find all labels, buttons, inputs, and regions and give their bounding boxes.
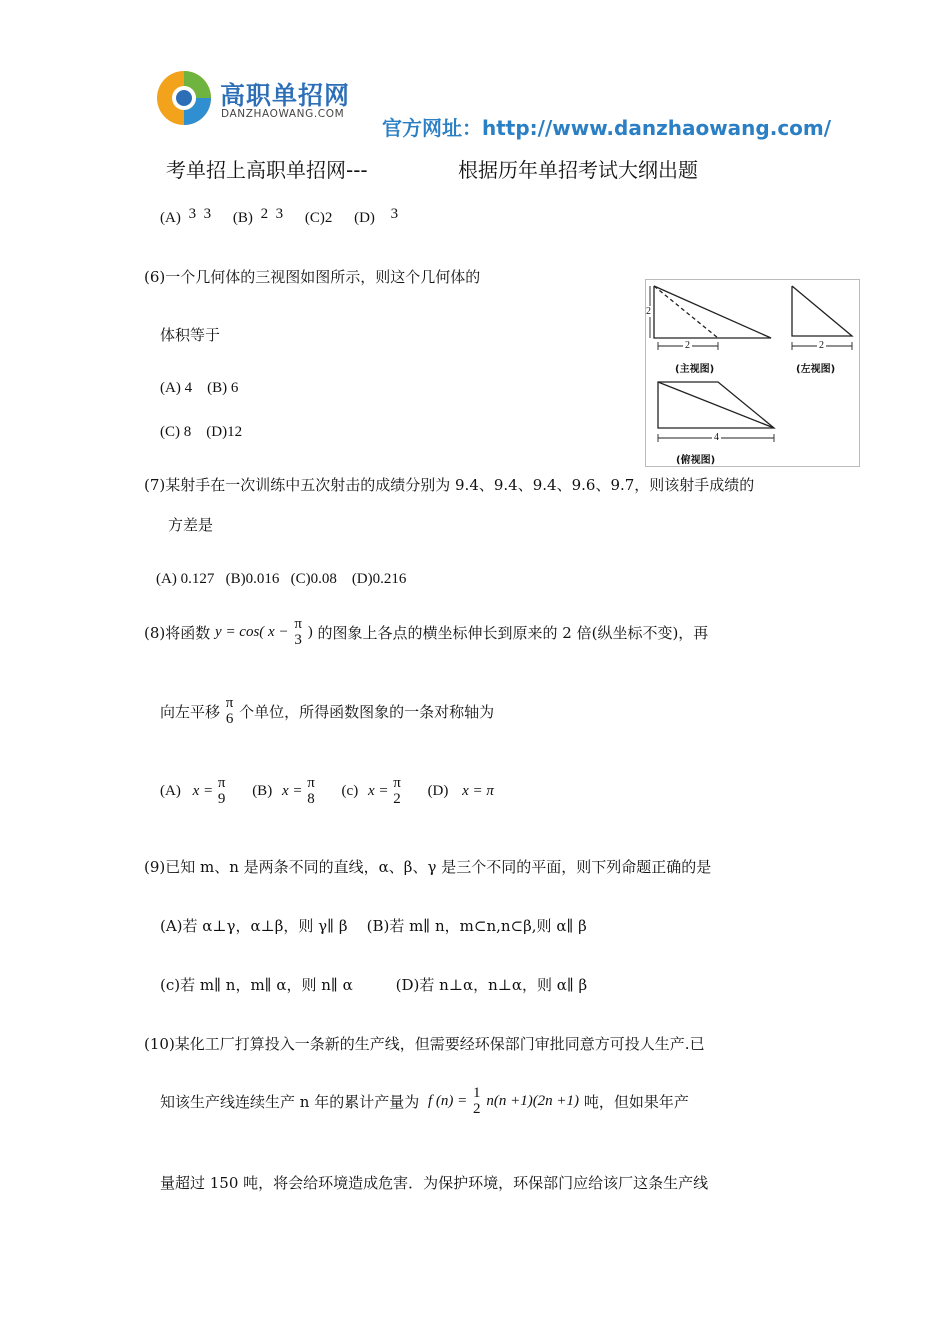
q10-fraction: 1 2 (473, 1085, 481, 1117)
q7-stem-2: 方差是 (168, 516, 214, 534)
q8-line2-post: 个单位，所得函数图象的一条对称轴为 (239, 703, 495, 721)
q8-option-b-frac: π 8 (307, 775, 315, 807)
q7-stem: (7)某射手在一次训练中五次射击的成绩分别为 9.4、9.4、9.4、9.6、9.7，则该射手成绩的 (144, 476, 755, 494)
q9-options-ab: (A)若 α⊥γ，α⊥β，则 γ∥ β (B)若 m∥ n，m⊂n,n⊂β,则 α∥ β (160, 917, 587, 935)
q6-stem: (6)一个几何体的三视图如图所示，则这个几何体的 (144, 268, 481, 286)
q5-option-d-value: 3 (390, 206, 399, 222)
q8-formula-post: ) (307, 624, 313, 640)
q8-option-b-label: (B) (252, 783, 273, 799)
q5-option-a-value: 3 3 (188, 206, 212, 222)
q8-option-c-var: x = (367, 783, 389, 799)
q8-line-2 (160, 696, 494, 727)
q5-option-d-label: (D) (354, 210, 375, 226)
q8-formula-pre: y = cos( x − (215, 624, 289, 640)
side-width-label: 2 (819, 340, 824, 351)
front-view (650, 286, 771, 350)
q10-line-3: 量超过 150 吨，将会给环境造成危害．为保护环境，环保部门应给该厂这条生产线 (160, 1174, 709, 1192)
header-title-left: 考单招上高职单招网--- (166, 158, 368, 182)
site-logo[interactable] (156, 70, 212, 126)
q5-option-a-label: (A) (160, 210, 181, 226)
q8-line-1 (144, 617, 708, 663)
three-view-figure (645, 279, 860, 467)
q5-options (160, 206, 399, 227)
q5-option-b-value: 2 3 (260, 206, 284, 222)
q8-option-a-var: x = (192, 783, 214, 799)
q8-line2-pre: 向左平移 (160, 703, 221, 721)
q10-stem: (10)某化工厂打算投入一条新的生产线，但需要经环保部门审批同意方可投人生产.已 (144, 1035, 705, 1053)
front-height-label: 2 (646, 306, 651, 317)
top-view-caption: (俯视图) (676, 455, 716, 466)
logo-icon (156, 70, 212, 126)
q8-option-d-label: (D) (427, 783, 449, 799)
logo-text: 高职单招网 (220, 81, 351, 110)
q8-stem-pre: (8)将函数 (144, 624, 211, 642)
top-width-label: 4 (714, 432, 719, 443)
q5-option-c: (C)2 (304, 210, 333, 226)
q6-options-cd: (C) 8 (D)12 (160, 424, 243, 440)
q8-line2-fraction: π 6 (225, 695, 234, 727)
q10-line2-post: 吨，但如果年产 (583, 1093, 689, 1111)
front-view-caption: (主视图) (675, 364, 715, 375)
q6-options-ab: (A) 4 (B) 6 (160, 380, 239, 396)
q10-line2-pre: 知该生产线连续生产 n 年的累计产量为 (160, 1093, 420, 1111)
q8-option-a-label: (A) (160, 783, 181, 799)
q9-options-cd: (c)若 m∥ n，m∥ α，则 n∥ α (D)若 n⊥α，n⊥α，则 α∥ β (160, 976, 588, 994)
q8-option-b-var: x = (281, 783, 303, 799)
q10-formula-rest: n(n +1)(2n +1) (486, 1093, 580, 1109)
q6-stem-2: 体积等于 (160, 326, 221, 344)
q8-option-c-frac: π 2 (393, 775, 401, 807)
q10-line-2 (160, 1086, 689, 1117)
side-view-caption: (左视图) (796, 364, 836, 375)
q7-options: (A) 0.127 (B)0.016 (C)0.08 (D)0.216 (156, 571, 407, 587)
q5-option-b-label: (B) (232, 210, 253, 226)
q8-option-d-var: x = π (462, 783, 494, 799)
logo-subtitle: DANZHAOWANG.COM (221, 108, 345, 120)
q8-fraction: π 3 (294, 616, 302, 648)
q9-stem: (9)已知 m、n 是两条不同的直线，α、β、γ 是三个不同的平面，则下列命题正确的是 (144, 858, 712, 876)
q8-options (160, 776, 494, 807)
front-width-label: 2 (685, 340, 690, 351)
header-title-right: 根据历年单招考试大纲出题 (458, 158, 698, 182)
site-url[interactable]: 官方网址：http://www.danzhaowang.com/ (382, 116, 832, 140)
q8-option-a-frac: π 9 (217, 775, 226, 807)
q10-formula-f: f (n) = (427, 1093, 468, 1109)
q8-option-c-label: (c) (341, 783, 359, 799)
q8-stem-post: 的图象上各点的横坐标伸长到原来的 2 倍(纵坐标不变)，再 (317, 624, 709, 642)
